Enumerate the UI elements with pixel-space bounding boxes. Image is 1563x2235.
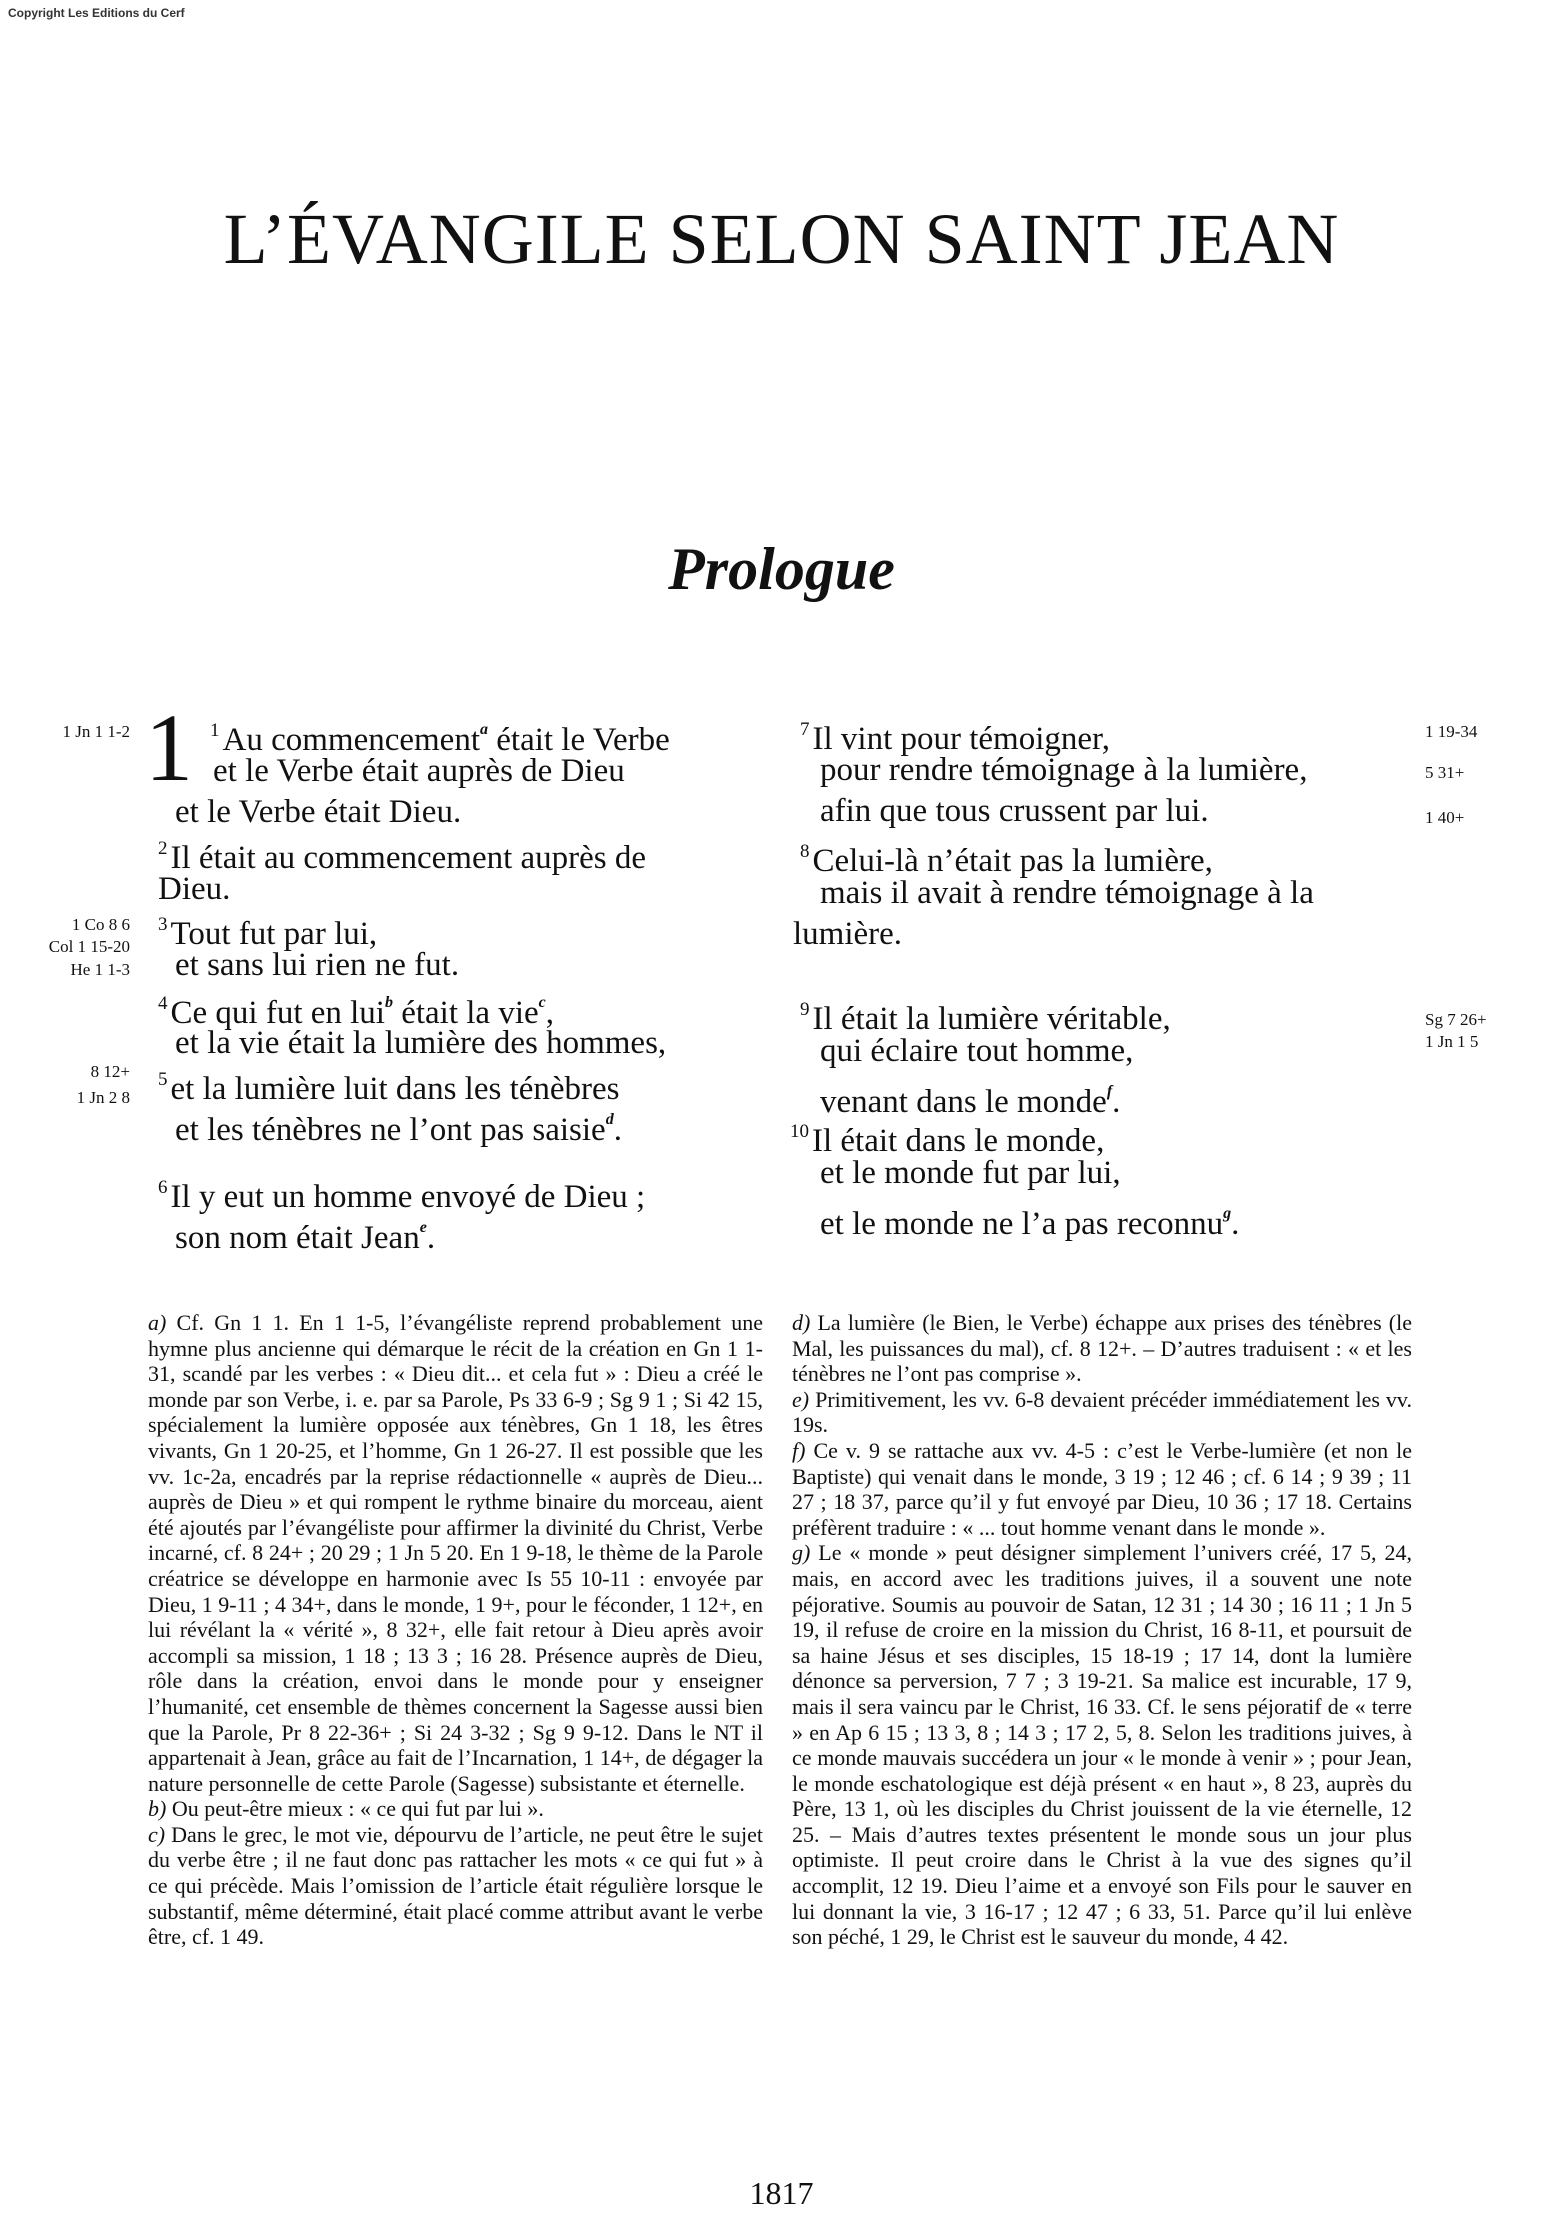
verse-number: 7 [800, 719, 810, 740]
margin-ref: 1 Jn 1 5 [1425, 1032, 1479, 1051]
footnote-ref[interactable]: d [605, 1111, 614, 1128]
verse-line: afin que tous crussent par lui. [820, 793, 1209, 829]
verse-line: $^4$Ce qui fut en lui$^b$ était la vie$^c$, [158, 993, 555, 1031]
margin-ref: 1 40+ [1425, 808, 1465, 827]
margin-ref: 1 Jn 1 1-2 [62, 722, 130, 741]
verse-number: 1 [210, 720, 220, 741]
verse-number: 4 [158, 993, 168, 1014]
verse-line: $^7$Il vint pour témoigner, [800, 719, 1110, 757]
footnote-ref[interactable]: g [1223, 1205, 1232, 1222]
section-title: Prologue [668, 536, 895, 602]
verse-line: venant dans le monde$^f$. [820, 1083, 1121, 1120]
footnote-ref[interactable]: b [384, 994, 393, 1011]
verse-line: et le Verbe était auprès de Dieu [213, 753, 625, 789]
verse-line: et sans lui rien ne fut. [175, 947, 460, 983]
verse-line: et la vie était la lumière des hommes, [175, 1025, 667, 1061]
margin-ref: Col 1 15-20 [48, 937, 130, 956]
verse-line: et les ténèbres ne l’ont pas saisie$^d$. [175, 1111, 622, 1148]
footnotes-right [792, 1310, 1412, 1950]
margin-ref: 1 Jn 2 8 [76, 1088, 130, 1107]
footnote-ref[interactable]: a [480, 721, 488, 738]
page-number: 1817 [749, 2175, 814, 2211]
footnote-c: c) Dans le grec, le mot vie, dépourvu de l’article, ne peut être le sujet du verbe être ; il ne faut donc pas rattacher les mots « ce qui fut » à ce qui précède. Mais l’omission de l’article était régulière lorsque le substantif, même déterminé, était placé comme attribut avant le verbe être, cf. 1 49. [148, 1821, 763, 1950]
verse-line: $^5$et la lumière luit dans les ténèbres [158, 1069, 620, 1107]
margin-ref: Sg 7 26+ [1425, 1010, 1487, 1029]
footnote-ref[interactable]: c [538, 994, 546, 1011]
verse-line: $^2$Il était au commencement auprès de [158, 838, 647, 876]
verse-line: et le monde fut par lui, [820, 1155, 1121, 1191]
verse-line: $^8$Celui-là n’était pas la lumière, [800, 841, 1213, 879]
verse-number: 9 [800, 999, 810, 1020]
footnote-d: d) La lumière (le Bien, le Verbe) échappe aux prises des ténèbres (le Mal, les puissances du mal), cf. 8 12+. – D’autres traduisent : « et les ténèbres ne l’ont pas comprise ». [792, 1310, 1412, 1387]
footnote-a: a) Cf. Gn 1 1. En 1 1-5, l’évangéliste reprend probablement une hymne plus ancienne qui démarque le récit de la création en Gn 1 1-31, scandé par les verbes : « Dieu dit... et cela fut » : Dieu a créé le monde par son Verbe, i. e. par sa Parole, Ps 33 6-9 ; Sg 9 1 ; Si 42 15, spécialement la lumière opposée aux ténèbres, Gn 1 18, les êtres vivants, Gn 1 20-25, et l’homme, Gn 1 26-27. Il est possible que les vv. 1c-2a, encadrés par la reprise rédactionnelle « auprès de Dieu... auprès de Dieu » et qui rompent le rythme binaire du morceau, aient été ajoutés par l’évangéliste pour affirmer la divinité du Christ, Verbe incarné, cf. 8 24+ ; 20 29 ; 1 Jn 5 20. En 1 9-18, le thème de la Parole créatrice se développe en harmonie avec Is 55 10-11 : envoyée par Dieu, 1 9-11 ; 4 34+, dans le monde, 1 9+, pour le féconder, 1 12+, en lui révélant la « vérité », 8 32+, elle fait retour à Dieu après avoir accompli sa mission, 1 18 ; 13 3 ; 16 28. Présence auprès de Dieu, rôle dans la création, envoi dans le monde pour y enseigner l’humanité, cet ensemble de thèmes concernent la Sagesse aussi bien que la Parole, Pr 8 22-36+ ; Si 24 3-32 ; Sg 9 9-12. Dans le NT il appartenait à Jean, grâce au fait de l’Incarnation, 1 14+, de dégager la nature personnelle de cette Parole (Sagesse) subsistante et éternelle. [148, 1310, 763, 1796]
margin-ref: He 1 1-3 [70, 960, 130, 979]
verse-number: 5 [158, 1069, 168, 1090]
verse-line: son nom était Jean$^e$. [175, 1219, 436, 1256]
footnotes-left [148, 1310, 763, 1950]
margin-ref: 5 31+ [1425, 763, 1465, 782]
chapter-number: 1 [145, 694, 193, 801]
verse-number: 6 [158, 1177, 168, 1198]
verse-line: qui éclaire tout homme, [820, 1033, 1134, 1069]
footnote-e: e) Primitivement, les vv. 6-8 devaient précéder immédiatement les vv. 19s. [792, 1386, 1412, 1438]
footnote-ref[interactable]: f [1106, 1083, 1113, 1100]
verse-number: 3 [158, 914, 168, 935]
verse-line: pour rendre témoignage à la lumière, [820, 752, 1308, 788]
verse-line: $^6$Il y eut un homme envoyé de Dieu ; [158, 1177, 646, 1215]
copyright-notice: Copyright Les Editions du Cerf [8, 6, 185, 20]
verse-number: 2 [158, 838, 168, 859]
verse-line: $^3$Tout fut par lui, [158, 914, 378, 952]
footnote-g: g) Le « monde » peut désigner simplement l’univers créé, 17 5, 24, mais, en accord avec les traditions juives, il a souvent une note péjorative. Soumis au pouvoir de Satan, 12 31 ; 14 30 ; 16 11 ; 1 Jn 5 19, il refuse de croire en la mission du Christ, 16 8-11, et poursuit de sa haine Jésus et ses disciples, 15 18-19 ; 17 14, dont la lumière dénonce sa perversion, 7 7 ; 3 19-21. Sa malice est incurable, 17 9, mais il sera vaincu par le Christ, 16 33. Cf. le sens péjoratif de « terre » en Ap 6 15 ; 13 3, 8 ; 14 3 ; 17 2, 5, 8. Selon les traditions juives, à ce monde mauvais succédera un jour « le monde à venir » ; pour Jean, le monde eschatologique est déjà présent « en haut », 8 23, auprès du Père, 13 1, où les disciples du Christ jouissent de la vie éternelle, 12 25. – Mais d’autres textes présentent le monde sous un jour plus optimiste. Il peut croire dans le Christ à la vue des signes qu’il accomplit, 12 19. Dieu l’aime et a envoyé son Fils pour le sauver en lui donnant la vie, 3 16-17 ; 12 47 ; 6 33, 51. Parce qu’il lui enlève son péché, 1 29, le Christ est le sauveur du monde, 4 42. [792, 1540, 1412, 1950]
verse-line: mais il avait à rendre témoignage à la [820, 875, 1314, 911]
verse-number: 8 [800, 841, 810, 862]
verse-number: 10 [790, 1121, 809, 1142]
verse-line: $^{10}$Il était dans le monde, [790, 1121, 1105, 1159]
margin-ref: 1 19-34 [1425, 722, 1478, 741]
verse-line: lumière. [793, 916, 903, 952]
margin-ref: 1 Co 8 6 [71, 915, 130, 934]
footnote-ref[interactable]: e [419, 1219, 427, 1236]
footnote-f: f) Ce v. 9 se rattache aux vv. 4-5 : c’est le Verbe-lumière (et non le Baptiste) qui venait dans le monde, 3 19 ; 12 46 ; cf. 6 14 ; 9 39 ; 11 27 ; 18 37, parce qu’il y fut envoyé par Dieu, 10 36 ; 17 18. Certains préfèrent traduire : « ... tout homme venant dans le monde ». [792, 1437, 1412, 1540]
verse-line: $^9$Il était la lumière véritable, [800, 999, 1171, 1037]
book-title: L’ÉVANGILE SELON SAINT JEAN [223, 199, 1340, 279]
footnote-b: b) Ou peut-être mieux : « ce qui fut par lui ». [148, 1796, 544, 1822]
verse-line: et le Verbe était Dieu. [175, 794, 462, 830]
margin-ref: 8 12+ [90, 1062, 130, 1081]
verse-line: $^1$Au commencement$^a$ était le Verbe [210, 720, 670, 758]
verse-line: Dieu. [158, 871, 231, 907]
verse-line: et le monde ne l’a pas reconnu$^g$. [820, 1205, 1240, 1242]
